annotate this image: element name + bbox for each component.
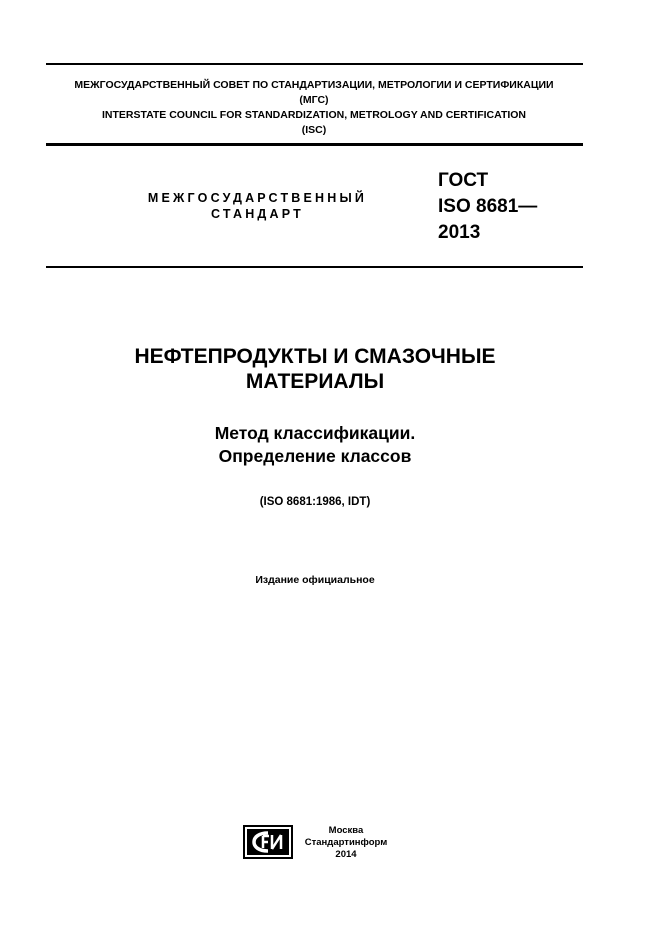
council-abbr-en: (ISC) bbox=[301, 124, 327, 136]
standard-kind bbox=[130, 190, 385, 222]
publisher-name: Стандартинформ bbox=[304, 837, 388, 848]
standard-kind-line2: СТАНДАРТ bbox=[211, 207, 304, 221]
standard-code bbox=[438, 168, 537, 246]
edition-note: Издание официальное bbox=[255, 574, 375, 586]
top-rule bbox=[46, 63, 583, 65]
publisher-info bbox=[296, 825, 396, 861]
publisher-city: Москва bbox=[328, 825, 364, 836]
document-subtitle bbox=[60, 422, 570, 468]
council-abbr-ru: (МГС) bbox=[299, 94, 329, 106]
subtitle-line1: Метод классификации. bbox=[214, 423, 416, 443]
standard-code-line1: ГОСТ bbox=[438, 170, 489, 191]
council-name-ru: МЕЖГОСУДАРСТВЕННЫЙ СОВЕТ ПО СТАНДАРТИЗАЦИИ, МЕТРОЛОГИИ И СЕРТИФИКАЦИИ bbox=[74, 79, 554, 91]
iso-reference: (ISO 8681:1986, IDT) bbox=[259, 496, 371, 508]
standard-kind-line1: МЕЖГОСУДАРСТВЕННЫЙ bbox=[147, 191, 368, 205]
publisher-year: 2014 bbox=[335, 849, 357, 860]
document-title bbox=[60, 344, 570, 394]
council-header bbox=[44, 78, 584, 138]
council-name-en: INTERSTATE COUNCIL FOR STANDARDIZATION, METROLOGY AND CERTIFICATION bbox=[101, 109, 527, 121]
standard-code-line2: ISO 8681— bbox=[438, 196, 538, 217]
title-line2: МАТЕРИАЛЫ bbox=[245, 370, 385, 393]
title-line1: НЕФТЕПРОДУКТЫ И СМАЗОЧНЫЕ bbox=[134, 345, 496, 368]
standard-code-line3: 2013 bbox=[438, 222, 481, 243]
header-rule bbox=[46, 143, 583, 146]
code-rule bbox=[46, 266, 583, 268]
subtitle-line2: Определение классов bbox=[218, 446, 412, 466]
standartinform-logo-icon bbox=[243, 825, 293, 859]
